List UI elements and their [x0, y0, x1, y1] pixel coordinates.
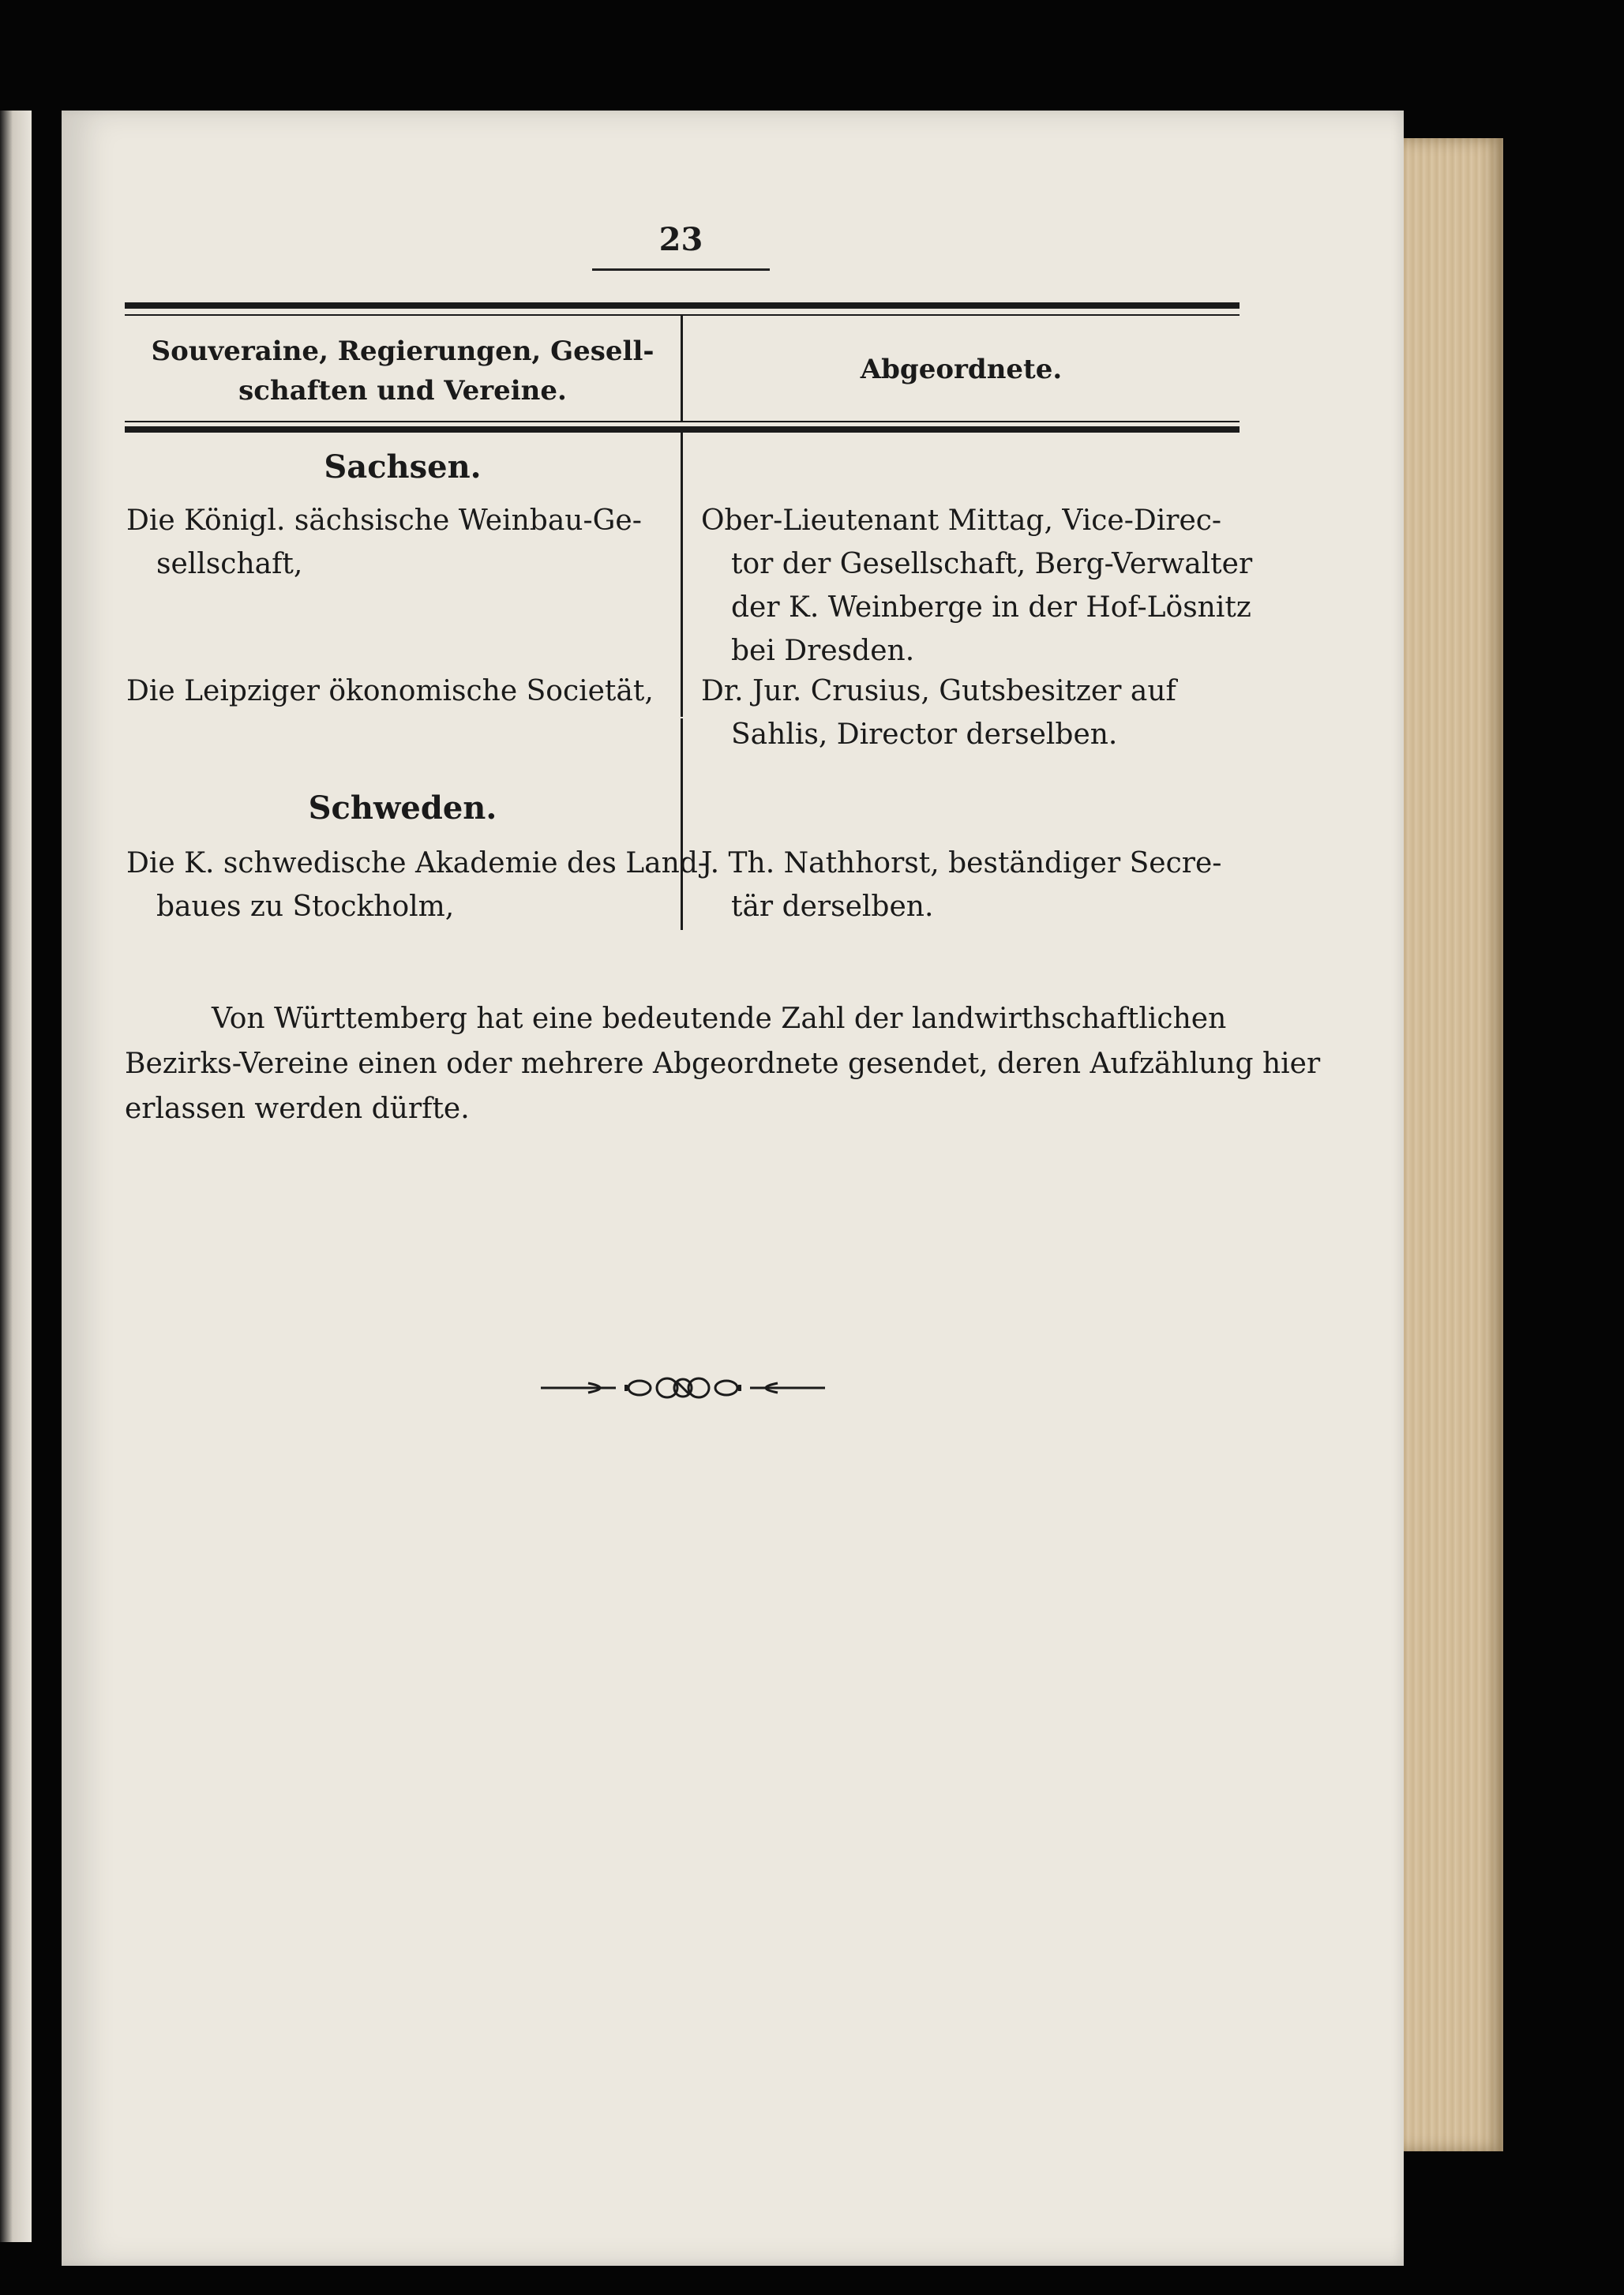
- cell-line: J. Th. Nathhorst, beständiger Secre-: [701, 847, 1222, 879]
- decorative-ornament-rule: [541, 1372, 825, 1404]
- table-top-rule: [125, 302, 1240, 309]
- header-left-line1: Souveraine, Regierungen, Gesell-: [151, 336, 654, 367]
- cell-line: der K. Weinberge in der Hof-Lösnitz: [731, 591, 1251, 624]
- row-schweden-1-right: [701, 842, 1221, 928]
- body-column-divider-1: [681, 433, 683, 717]
- paragraph-line: Bezirks-Vereine einen oder mehrere Abgeordnete gesendet, deren Aufzählung hier: [125, 1048, 1321, 1080]
- row-sachsen-1-right: [701, 499, 1252, 673]
- cell-line: baues zu Stockholm,: [156, 891, 455, 923]
- table-header-right: Abgeordnete.: [860, 354, 1063, 385]
- page-number-rule: [592, 268, 770, 271]
- cell-line: Dr. Jur. Crusius, Gutsbesitzer auf: [701, 675, 1176, 707]
- paragraph-line: erlassen werden dürfte.: [125, 1093, 470, 1125]
- section-title-sachsen: Sachsen.: [324, 448, 482, 486]
- cell-line: Ober-Lieutenant Mittag, Vice-Direc-: [701, 504, 1222, 537]
- book-left-edge: [0, 111, 32, 2242]
- cell-line: bei Dresden.: [731, 635, 915, 667]
- row-sachsen-2-right: [701, 669, 1176, 756]
- table-header-left: [125, 332, 681, 411]
- cell-line: tor der Gesellschaft, Berg-Verwalter: [731, 548, 1253, 580]
- cell-line: Die Leipziger ökonomische Societät,: [126, 675, 654, 707]
- body-paragraph: [125, 996, 1321, 1131]
- cell-line: tär derselben.: [731, 891, 934, 923]
- paragraph-line: Von Württemberg hat eine bedeutende Zahl der landwirthschaftlichen: [212, 1003, 1227, 1035]
- section-title-schweden: Schweden.: [308, 789, 497, 827]
- book-page: [62, 111, 1404, 2266]
- cell-line: Die K. schwedische Akademie des Land-: [126, 847, 708, 879]
- row-schweden-1-left: [126, 842, 707, 928]
- cell-line: Die Königl. sächsische Weinbau-Ge-: [126, 504, 642, 537]
- header-column-divider: [681, 316, 683, 421]
- row-sachsen-2-left: [126, 669, 654, 713]
- book-page-block-edge: [1397, 138, 1503, 2151]
- cell-line: Sahlis, Director derselben.: [731, 718, 1118, 751]
- page-number: 23: [658, 221, 703, 258]
- header-left-line2: schaften und Vereine.: [238, 375, 567, 407]
- row-sachsen-1-left: [126, 499, 642, 586]
- cell-line: sellschaft,: [156, 548, 303, 580]
- header-bottom-rule: [125, 426, 1240, 433]
- header-bottom-thin-rule: [125, 421, 1240, 422]
